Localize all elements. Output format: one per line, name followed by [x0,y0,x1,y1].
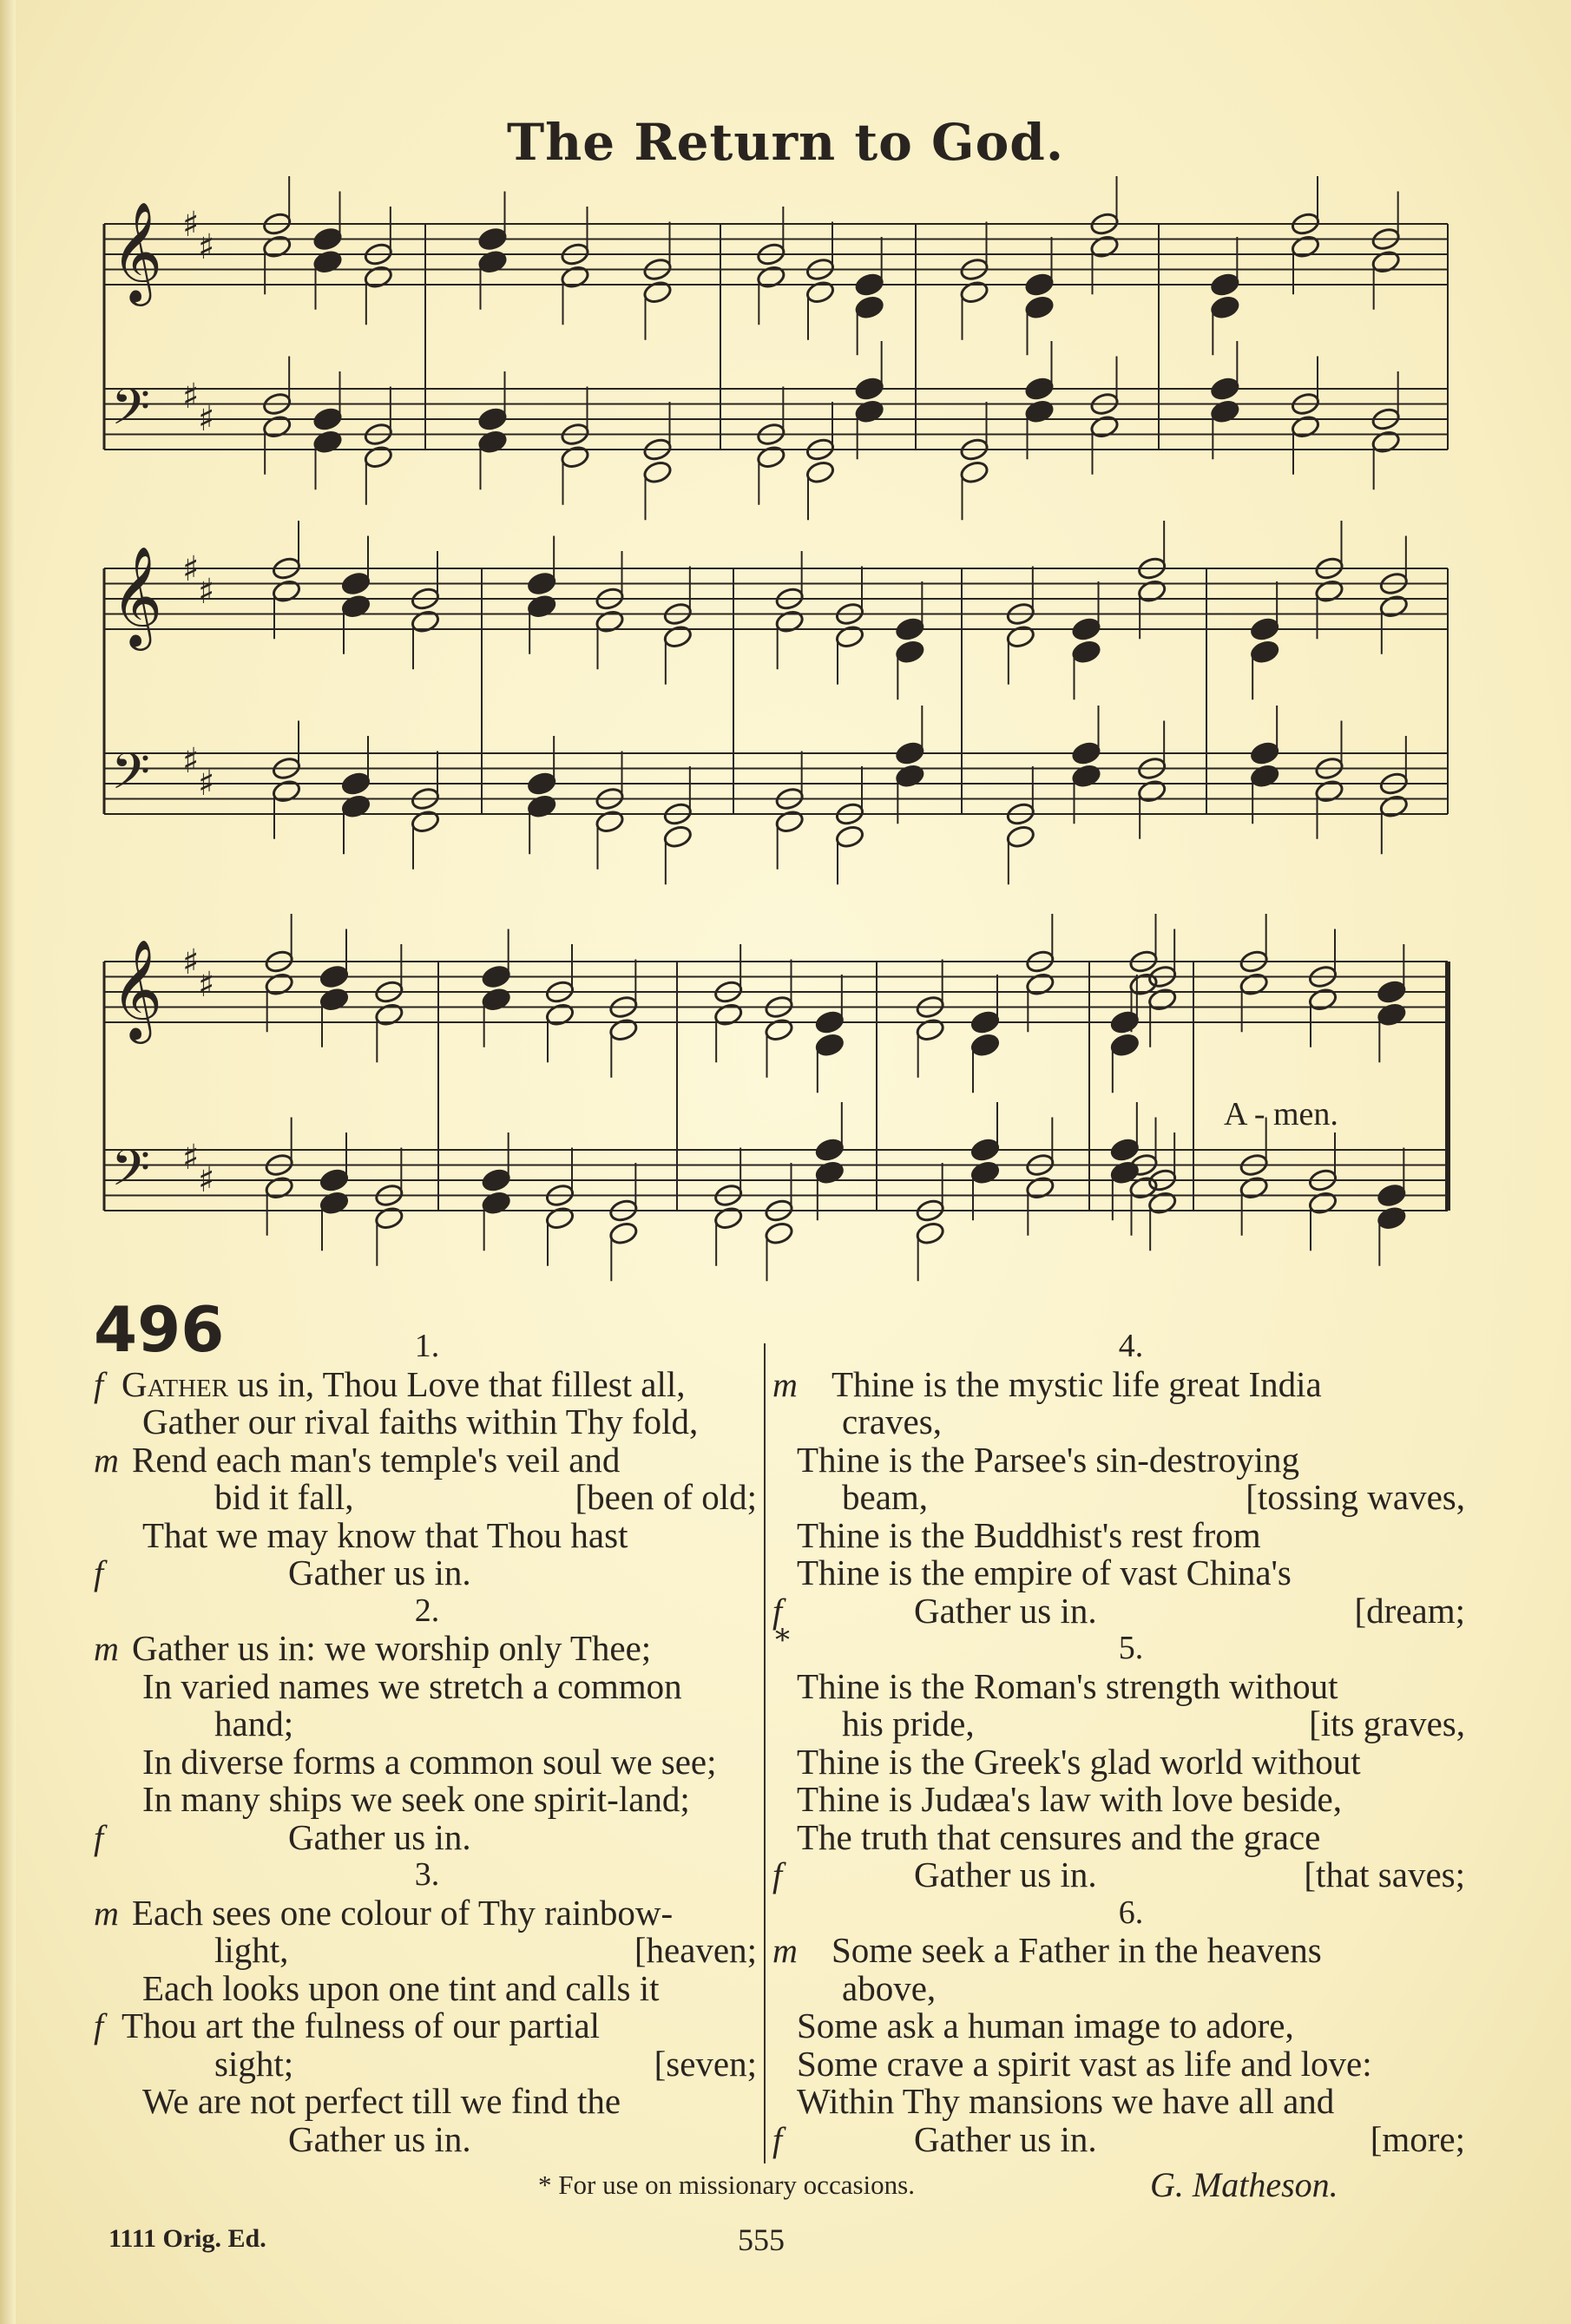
verse-line-tail: [heaven; [634,1930,757,1970]
dynamic-mark: m [772,1931,798,1970]
note-head [1210,399,1240,424]
verse-text: us in, Thou Love that fillest all, [228,1363,686,1404]
verse-line [797,2083,1465,2121]
note-head [915,1221,945,1246]
note-head [477,430,508,455]
note-head [319,1191,349,1216]
note-head [481,1191,511,1216]
note-head [814,1137,845,1162]
note-head [805,460,835,485]
note-head [544,1205,575,1231]
note-head [1071,740,1101,765]
note-head [1025,972,1055,997]
verse-line [94,1363,757,1404]
note-head [527,771,557,796]
verse-line [94,1553,757,1592]
note-head [340,571,371,596]
verse-text: hand; [214,1704,294,1743]
note-head [1109,1033,1140,1058]
verse-text: Gather us in. [914,2118,1097,2159]
verse-number: 1. [414,1328,440,1364]
verse-line [797,1705,1465,1743]
verse-line [797,1479,1465,1517]
verse-line-tail: [seven; [654,2043,757,2084]
verse-initial-word: Gather [122,1363,229,1404]
note-head [642,279,673,305]
verse-line [97,1479,757,1517]
verse-number: 4. [1118,1328,1144,1364]
verse-text: The truth that censures and the grace [797,1816,1321,1857]
note-head [374,1002,404,1027]
page-number: 555 [738,2222,785,2257]
sharp-sign: ♯ [198,764,215,804]
note-head [1137,778,1167,804]
verse-line [772,1855,1465,1894]
note-head [774,809,805,834]
note-head [1239,1175,1269,1200]
sharp-sign: ♯ [182,741,200,781]
verse-line [797,1665,1465,1706]
note-head [764,1017,794,1042]
verse-text: Some ask a human image to adore, [797,2006,1294,2045]
verse-line [797,1781,1465,1819]
verses-left-column [94,1328,757,2159]
note-head [814,1009,845,1034]
verse-text: Gather us in. [288,1553,471,1592]
verse-line-tail: [dream; [1354,1590,1465,1631]
note-head [1137,579,1167,604]
note-head [527,571,557,596]
dynamic-mark: f [772,1591,783,1631]
verse-line-tail: [more; [1370,2118,1465,2159]
note-head [959,460,989,485]
note-head [895,616,925,641]
verse-text: In diverse forms a common soul we see; [142,1741,717,1782]
note-head [1024,295,1055,320]
note-head [970,1137,1000,1162]
verse-number: 2. [414,1592,440,1629]
note-head [1314,778,1344,804]
note-head [1250,640,1280,665]
note-head [340,771,371,796]
note-head [312,249,343,274]
verse-line [797,1967,1465,2008]
verse-text: beam, [842,1477,929,1517]
note-head [713,1205,744,1231]
note-head [662,624,693,649]
note-head [262,234,293,259]
note-head [1210,376,1240,401]
verse-line [97,1705,757,1743]
verse-line [797,1816,1465,1857]
note-head [854,376,884,401]
treble-clef: 𝄞 [111,938,163,1040]
verse-text: Each looks upon one tint and calls it [142,1967,660,2008]
verse-line [97,1967,757,2008]
note-head [410,609,440,634]
verse-line [97,2083,757,2121]
note-head [662,824,693,850]
column-divider [764,1343,766,2163]
verse-text: Thou art the fulness of our partial [122,2006,601,2045]
bass-clef: 𝄢 [111,742,151,813]
note-head [1250,764,1280,789]
note-head [410,809,440,834]
dynamic-mark: f [772,1855,783,1894]
verse-line [797,1554,1465,1592]
note-head [1250,740,1280,765]
verse-line [94,1892,757,1933]
note-head [477,249,508,274]
note-head [319,964,349,989]
dynamic-mark: f [94,2006,104,2045]
verse-line [97,2118,757,2159]
note-head [970,1033,1000,1058]
note-head [1109,1009,1140,1034]
dynamic-mark: f [94,1817,104,1857]
bass-clef: 𝄢 [111,377,151,449]
note-head [1377,1205,1407,1231]
note-head [1210,295,1240,320]
verse-text: Some seek a Father in the heavens [832,1930,1322,1970]
note-head [814,1033,845,1058]
note-head [340,594,371,619]
hymn-title: The Return to God. [506,113,1065,172]
verse-text: Gather us in. [288,1816,471,1857]
note-head [1290,234,1320,259]
edition-note: 1111 Orig. Ed. [108,2224,266,2253]
note-head [271,579,301,604]
verse-text: Some crave a spirit vast as life and love: [797,2043,1372,2084]
verse-line [97,1514,757,1555]
verse-line [797,1441,1465,1480]
note-head [895,740,925,765]
dynamic-mark: m [772,1364,798,1404]
dynamic-mark: f [94,1553,104,1592]
note-head [1290,414,1320,439]
verse-text: his pride, [842,1704,975,1743]
verse-line [797,1743,1465,1782]
verse-text: above, [842,1967,937,2008]
note-head [595,809,625,834]
dynamic-mark: m [94,1893,119,1933]
note-head [854,272,884,297]
verse-text: Thine is Judæa's law with love beside, [797,1779,1342,1819]
note-head [1377,1183,1407,1208]
sharp-sign: ♯ [198,965,215,1005]
note-head [1024,272,1055,297]
verse-number: 5. [1118,1630,1144,1666]
verse-text: In varied names we stretch a common [142,1665,682,1706]
note-head [854,295,884,320]
dynamic-mark: m [94,1440,119,1480]
verse-line [797,2007,1465,2045]
verse-text: Gather us in. [914,1590,1097,1631]
sharp-sign: ♯ [198,572,215,612]
dynamic-mark: f [772,2119,783,2159]
verse-text: That we may know that Thou hast [142,1514,628,1555]
verse-line-tail: [been of old; [575,1477,757,1517]
verse-line [772,2118,1465,2159]
verse-text: light, [214,1930,289,1970]
verse-text: Gather our rival faiths within Thy fold, [142,1402,699,1441]
verse-text: Thine is the Roman's strength without [797,1665,1338,1706]
verse-line [772,1363,1465,1404]
note-head [271,778,301,804]
dynamic-mark: m [94,1629,119,1668]
note-head [1377,979,1407,1004]
note-head [595,609,625,634]
treble-clef: 𝄞 [111,545,163,647]
verse-text: Gather us in: we worship only Thee; [132,1628,652,1668]
note-head [1371,249,1401,274]
footnote: * For use on missionary occasions. [538,2170,915,2200]
note-head [264,1175,294,1200]
hymn-number: 496 [94,1293,225,1366]
note-head [312,430,343,455]
amen-lyric: A - men. [1224,1096,1338,1132]
note-head [1071,640,1101,665]
note-head [319,1167,349,1192]
note-head [527,594,557,619]
verse-line [97,2045,757,2084]
note-head [262,414,293,439]
note-head [481,1167,511,1192]
verse-text: Each sees one colour of Thy rainbow- [132,1892,674,1933]
verse-text: Thine is the Buddhist's rest from [797,1514,1261,1555]
verse-text: craves, [842,1402,942,1441]
note-head [895,764,925,789]
note-head [608,1017,639,1042]
sharp-sign: ♯ [182,942,200,982]
sharp-sign: ♯ [182,205,200,245]
verse-number: 3. [414,1856,440,1893]
missionary-asterisk: * [775,1623,790,1658]
note-head [1071,616,1101,641]
sharp-sign: ♯ [182,1138,200,1178]
verse-line [772,1590,1465,1631]
sharp-sign: ♯ [182,377,200,417]
note-head [1005,824,1035,850]
note-head [895,640,925,665]
note-head [959,279,989,305]
note-head [1089,414,1120,439]
note-head [1371,430,1401,455]
verse-text: Within Thy mansions we have all and [797,2081,1335,2121]
verse-line [94,2006,757,2045]
verse-text: Thine is the mystic life great India [832,1363,1322,1404]
note-head [1307,987,1338,1012]
note-head [264,972,294,997]
sharp-sign: ♯ [182,549,200,589]
sharp-sign: ♯ [198,227,215,267]
note-head [363,444,393,469]
note-head [608,1221,639,1246]
note-head [854,399,884,424]
note-head [477,406,508,431]
note-head [340,794,371,819]
verse-text: bid it fall, [214,1477,354,1517]
verse-line [772,1930,1465,1970]
note-head [713,1002,744,1027]
note-head [560,444,590,469]
note-head [756,444,786,469]
verse-number: 6. [1118,1894,1144,1931]
verse-line [97,1932,757,1970]
note-head [481,964,511,989]
note-head [805,279,835,305]
sharp-sign: ♯ [198,399,215,439]
verse-line [94,1816,757,1857]
note-head [1378,794,1409,819]
verse-text: Gather us in. [288,2118,471,2159]
verse-text: We are not perfect till we find the [142,2081,621,2121]
verse-line [97,1403,757,1441]
verse-text: Thine is the Parsee's sin-destroying [797,1439,1300,1480]
verse-line [94,1439,757,1480]
note-head [527,794,557,819]
verses-right-column [772,1328,1465,2159]
note-head [560,265,590,290]
sharp-sign: ♯ [198,1160,215,1200]
note-head [312,226,343,252]
bass-clef: 𝄢 [111,1139,151,1210]
verse-text: sight; [214,2043,294,2084]
verse-text: Thine is the empire of vast China's [797,1553,1292,1592]
note-head [814,1160,845,1185]
verse-text: Gather us in. [914,1855,1097,1894]
note-head [1024,376,1055,401]
note-head [642,460,673,485]
note-head [1005,624,1035,649]
verse-line-tail: [that saves; [1304,1855,1465,1894]
verse-text: Rend each man's temple's veil and [132,1439,621,1480]
note-head [1025,1175,1055,1200]
verse-line [94,1628,757,1668]
verse-line [797,1514,1465,1555]
note-head [1024,399,1055,424]
note-head [834,624,864,649]
note-head [1314,579,1344,604]
note-head [312,406,343,431]
note-head [481,987,511,1012]
note-head [1089,234,1120,259]
verse-line-tail: [tossing waves, [1246,1477,1465,1517]
note-head [1071,764,1101,789]
note-head [1239,972,1269,997]
note-head [1377,1002,1407,1027]
verse-line-tail: [its graves, [1309,1704,1465,1743]
verse-line [797,1403,1465,1441]
verse-line [97,1743,757,1782]
dynamic-mark: f [94,1364,104,1404]
verse-line [97,1781,757,1819]
note-head [1210,272,1240,297]
note-head [319,987,349,1012]
note-head [834,824,864,850]
note-head [970,1009,1000,1034]
note-head [1307,1191,1338,1216]
note-head [374,1205,404,1231]
verse-line [97,1665,757,1706]
note-head [756,265,786,290]
verse-text: Thine is the Greek's glad world without [797,1741,1361,1782]
note-head [363,265,393,290]
note-head [774,609,805,634]
note-head [915,1017,945,1042]
note-head [1378,594,1409,619]
verse-line [797,2045,1465,2084]
note-head [544,1002,575,1027]
note-head [970,1160,1000,1185]
note-head [764,1221,794,1246]
note-head [477,226,508,252]
author-credit: G. Matheson. [1150,2165,1338,2204]
treble-clef: 𝄞 [111,200,163,302]
note-head [1250,616,1280,641]
verse-text: In many ships we seek one spirit-land; [142,1779,690,1819]
